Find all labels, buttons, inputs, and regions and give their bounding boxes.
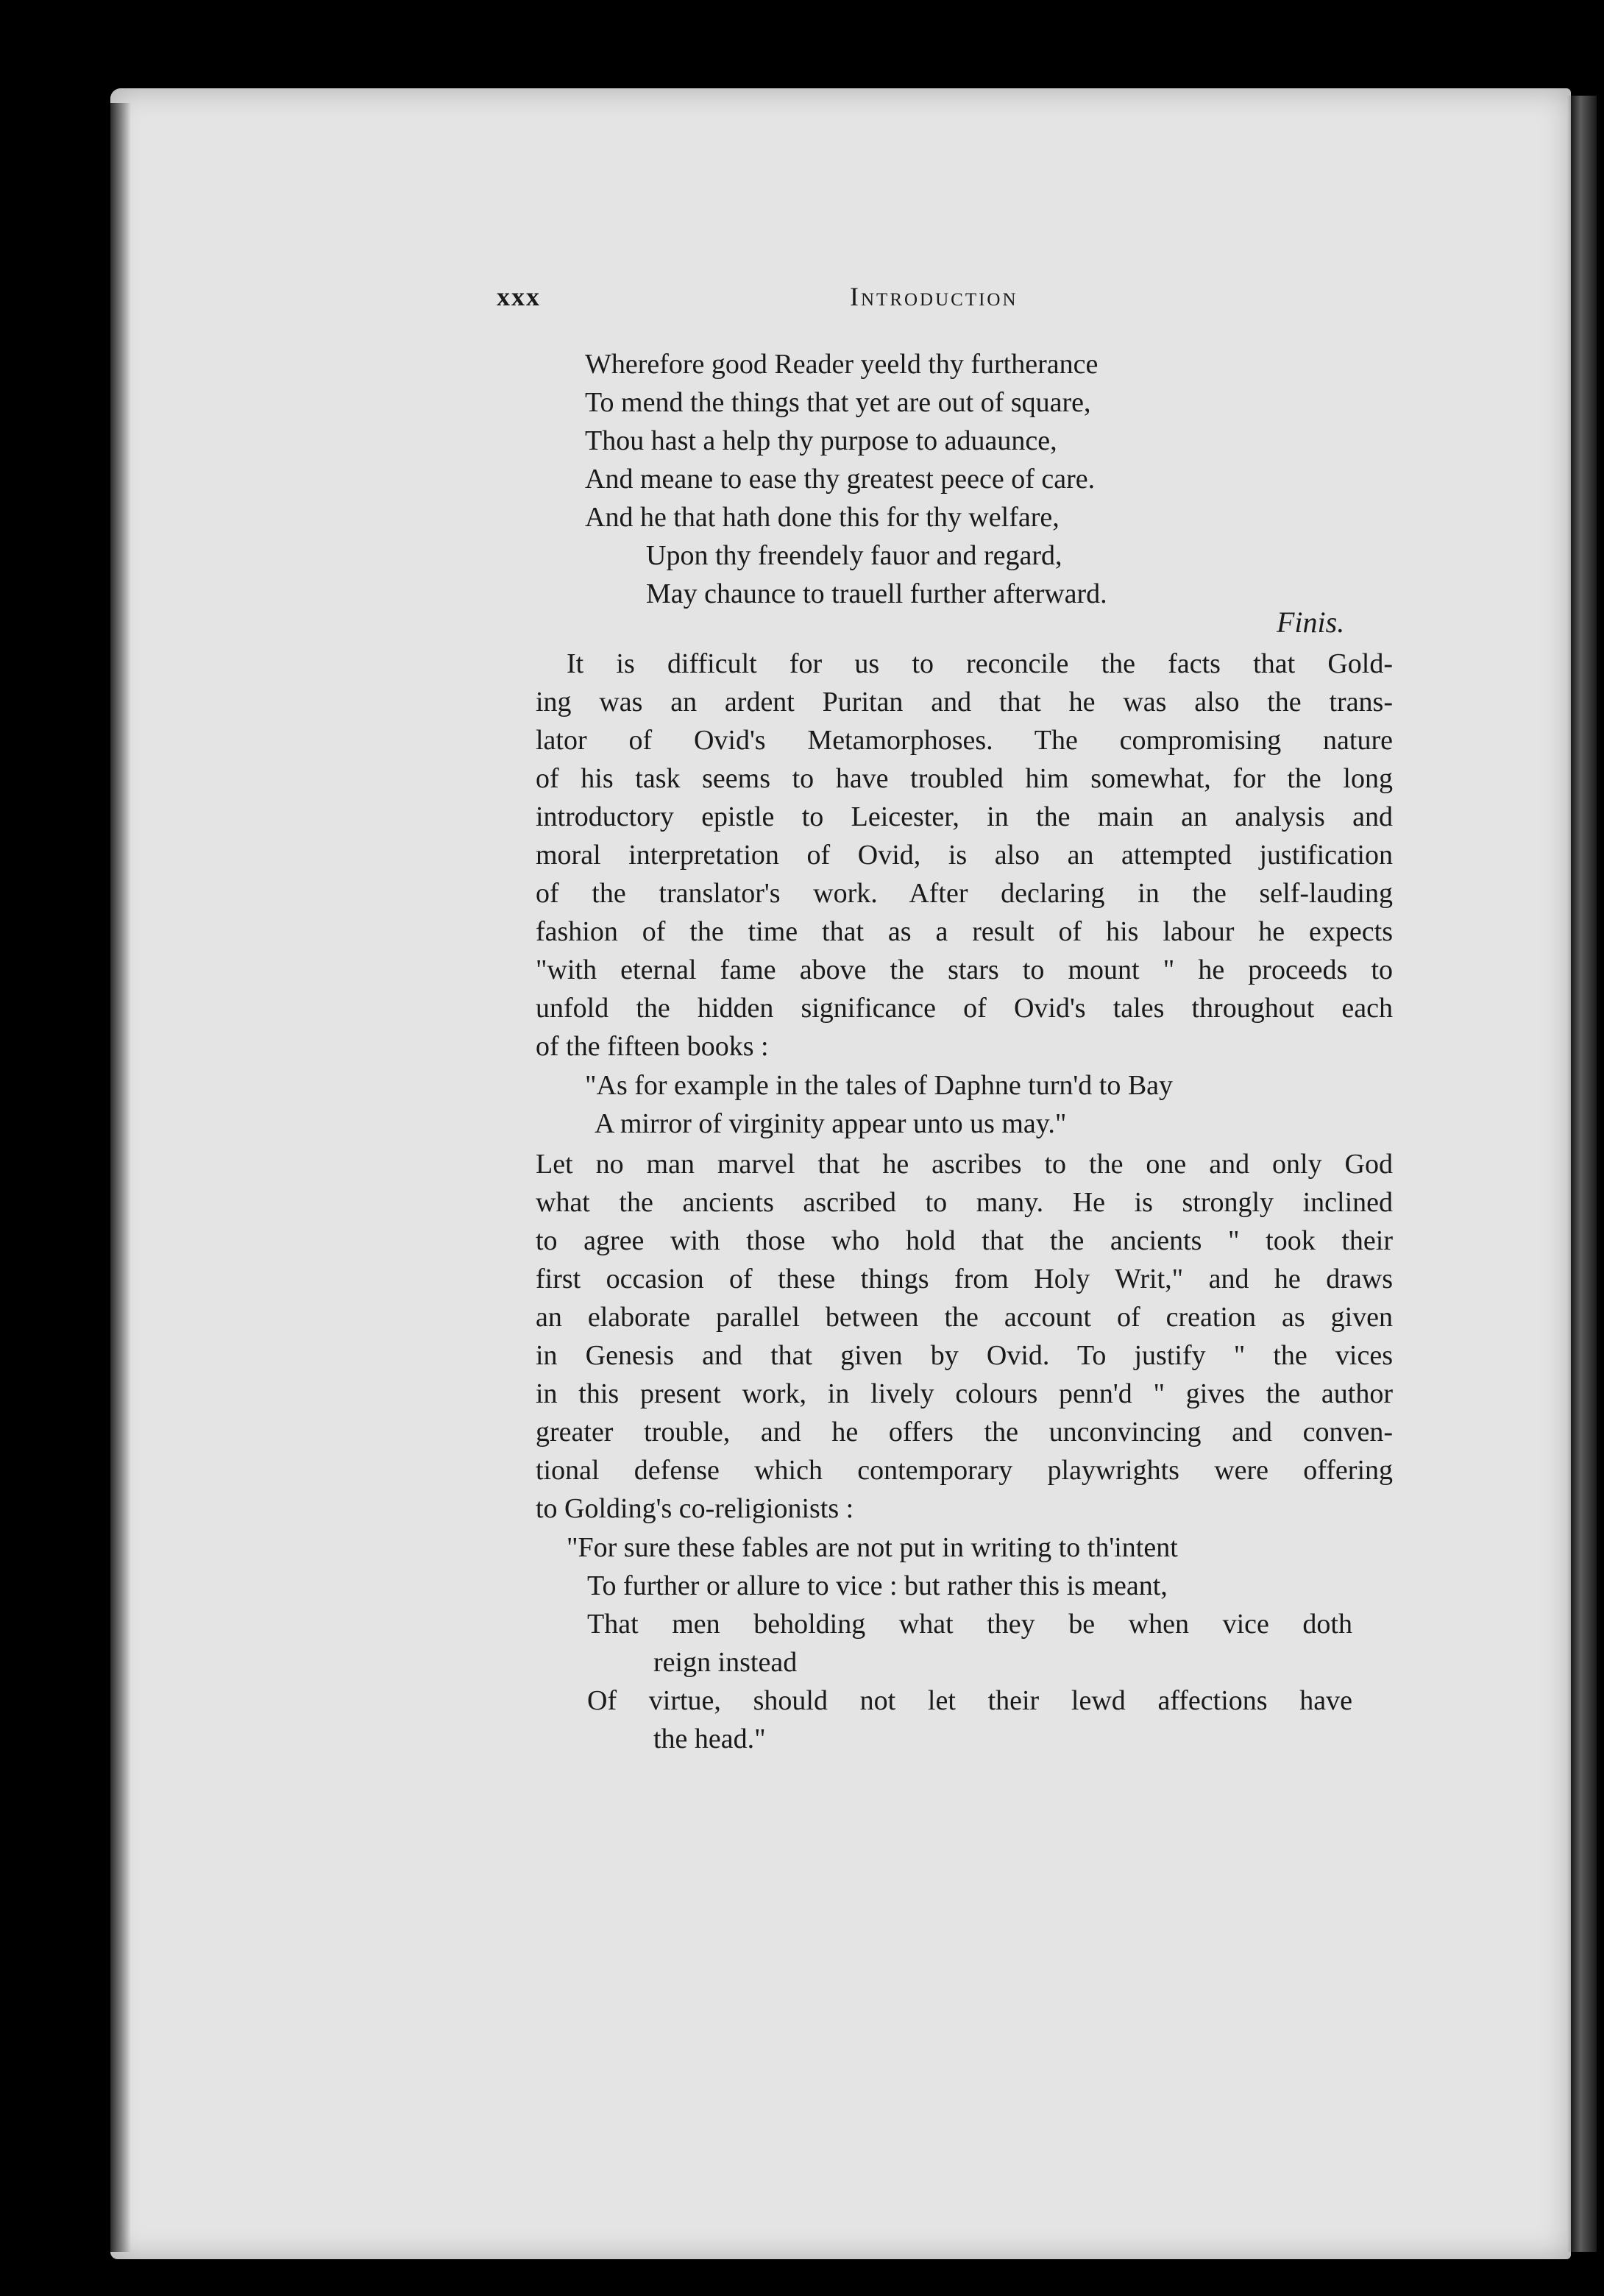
paragraph-line: lator of Ovid's Metamorphoses. The compromising nature — [536, 725, 1393, 756]
paragraph-line: to agree with those who hold that the ancients " took their — [536, 1225, 1393, 1256]
verse-line: To mend the things that yet are out of square, — [585, 387, 1091, 418]
paragraph-line: of the translator's work. After declaring in the self-lauding — [536, 878, 1393, 909]
paragraph-line: unfold the hidden significance of Ovid's tales throughout each — [536, 993, 1393, 1024]
paragraph-line: It is difficult for us to reconcile the facts that Gold- — [567, 648, 1393, 679]
paragraph-line: an elaborate parallel between the account of creation as given — [536, 1302, 1393, 1333]
paragraph-line: in this present work, in lively colours penn'd " gives the author — [536, 1378, 1393, 1409]
paragraph-line: tional defense which contemporary playwrights were offering — [536, 1455, 1393, 1486]
running-head — [497, 281, 1394, 325]
paragraph-line: ing was an ardent Puritan and that he was also the trans- — [536, 687, 1393, 718]
paragraph-line: "with eternal fame above the stars to mount " he proceeds to — [536, 954, 1393, 985]
paragraph-line: in Genesis and that given by Ovid. To justify " the vices — [536, 1340, 1393, 1371]
page-number: xxx — [497, 282, 541, 311]
quoted-verse-line: "As for example in the tales of Daphne turn'd to Bay — [585, 1070, 1174, 1101]
verse-line: Wherefore good Reader yeeld thy furtherance — [585, 349, 1099, 380]
paragraph-line: moral interpretation of Ovid, is also an attempted justification — [536, 840, 1393, 871]
quoted-verse-line: Of virtue, should not let their lewd affections have — [587, 1685, 1352, 1716]
paragraph-line: Let no man marvel that he ascribes to the one and only God — [536, 1149, 1393, 1180]
verse-line: And he that hath done this for thy welfare, — [585, 502, 1060, 533]
quoted-verse-line: A mirror of virginity appear unto us may." — [595, 1108, 1067, 1139]
quoted-verse-line: the head." — [653, 1723, 766, 1754]
running-head-title: Introduction — [850, 282, 1018, 311]
verse-line: Upon thy freendely fauor and regard, — [646, 540, 1062, 571]
verse-line: And meane to ease thy greatest peece of care. — [585, 464, 1096, 495]
paragraph-line: fashion of the time that as a result of his labour he expects — [536, 916, 1393, 947]
paragraph-line: first occasion of these things from Holy Writ," and he draws — [536, 1264, 1393, 1294]
paragraph-line: greater trouble, and he offers the unconvincing and conven- — [536, 1417, 1393, 1448]
quoted-verse-line: To further or allure to vice : but rather this is meant, — [587, 1570, 1168, 1601]
paragraph-line: of his task seems to have troubled him somewhat, for the long — [536, 763, 1393, 794]
paragraph-line: to Golding's co-religionists : — [536, 1493, 854, 1524]
quoted-verse-line: That men beholding what they be when vice doth — [587, 1609, 1352, 1640]
paragraph-line: of the fifteen books : — [536, 1031, 769, 1062]
finis: Finis. — [1277, 606, 1345, 639]
paragraph-line: what the ancients ascribed to many. He is strongly inclined — [536, 1187, 1393, 1218]
verse-line: Thou hast a help thy purpose to aduaunce, — [585, 425, 1057, 456]
quoted-verse-line: reign instead — [653, 1647, 798, 1678]
verse-line: May chaunce to trauell further afterward. — [646, 578, 1107, 609]
quoted-verse-line: "For sure these fables are not put in writing to th'intent — [567, 1532, 1178, 1563]
paragraph-line: introductory epistle to Leicester, in the main an analysis and — [536, 801, 1393, 832]
